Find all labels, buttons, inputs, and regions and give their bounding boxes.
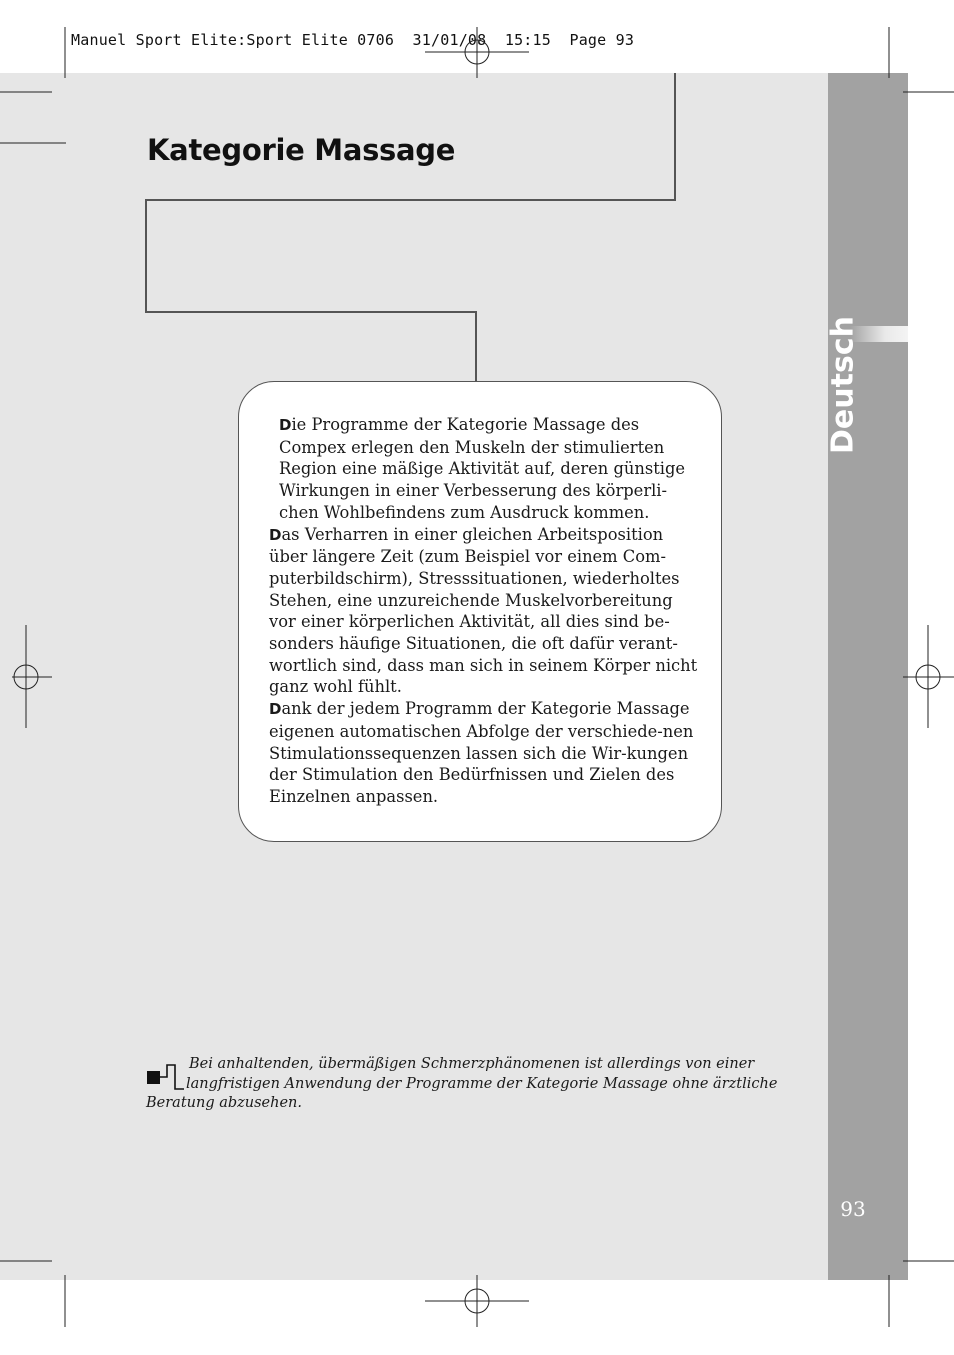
page-number: 93 (840, 1197, 866, 1221)
content-text (269, 414, 699, 808)
warning-note (146, 1055, 796, 1114)
paragraph-1 (269, 414, 699, 524)
initial-letter: D (269, 700, 282, 719)
warning-text: Bei anhaltenden, übermäßigen Schmerzphänomenen ist allerdings von einer langfristigen Anwendung der Programme der Kategorie Massage ohne ärztliche Beratung abzusehen. (146, 1056, 778, 1111)
paragraph-text: ank der jedem Programm der Kategorie Massage eigenen automatischen Abfolge der verschiede-nen Stimulationssequenzen lassen sich die Wir-kungen der Stimulation den Bedürfnissen und Zielen des Einzelnen anpassen. (269, 699, 694, 806)
paragraph-2 (269, 524, 699, 699)
paragraph-text: ie Programme der Kategorie Massage des Compex erlegen den Muskeln der stimulierten Region eine mäßige Aktivität auf, deren günstige Wirkungen in einer Verbesserung des körperli-chen Wohlbefindens zum Ausdruck kommen. (279, 415, 686, 522)
page-title: Kategorie Massage (147, 133, 456, 167)
paragraph-text: as Verharren in einer gleichen Arbeitsposition über längere Zeit (zum Beispiel vor einem Com-puterbildschirm), Stresssituationen, wiederholtes Stehen, eine unzureichende Muskelvorbereitung vor einer körperlichen Aktivität, all dies sind be-sonders häufige Situationen, die oft dafür verant-wortlich sind, dass man sich in seinem Körper nicht ganz wohl fühlt. (269, 524, 698, 697)
initial-letter: D (279, 416, 292, 434)
initial-letter: D (269, 525, 282, 544)
stimulation-pulse-icon (146, 1061, 186, 1091)
language-label: Deutsch (825, 316, 861, 454)
paragraph-3 (269, 698, 699, 808)
print-slug-header: Manuel Sport Elite:Sport Elite 0706 31/01/08 15:15 Page 93 (71, 31, 635, 49)
